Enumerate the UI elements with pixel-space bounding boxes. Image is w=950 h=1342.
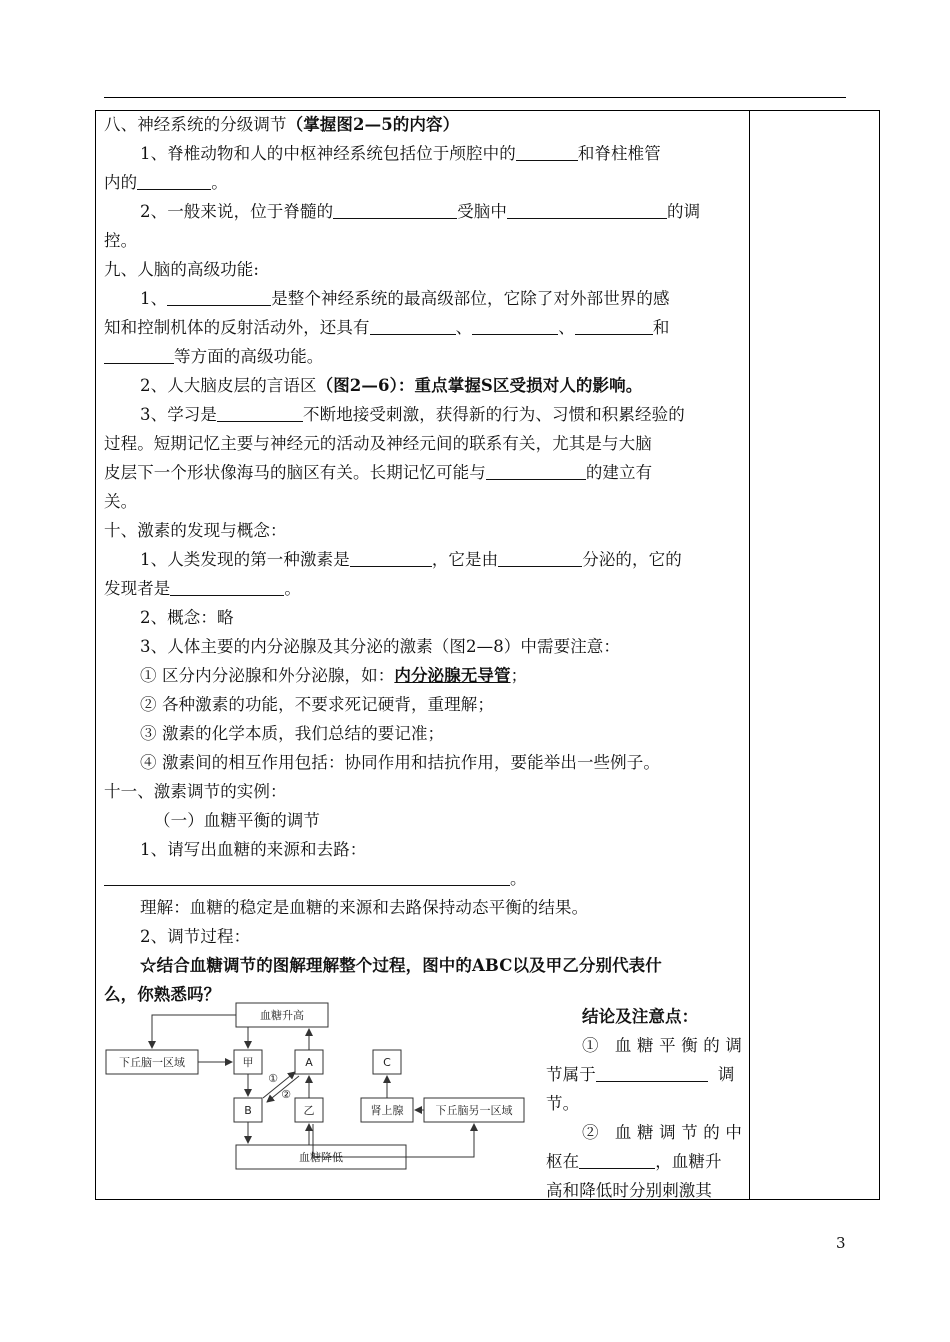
notes-title: 结论及注意点： — [582, 1007, 699, 1026]
sec9-para3-line4: 关。 — [104, 492, 138, 511]
text: 发现者是 — [104, 579, 171, 598]
sec10-item4: ④ 激素间的相互作用包括：协同作用和拮抗作用，要能举出一些例子。 — [140, 753, 660, 772]
fill-blank[interactable] — [596, 1063, 708, 1082]
fill-blank[interactable] — [167, 287, 271, 306]
sec11-star-line1: ☆结合血糖调节的图解理解整个过程，图中的ABC以及甲乙分别代表什 — [140, 956, 662, 975]
fill-blank[interactable] — [104, 345, 174, 364]
sec8-para1-line1 — [104, 139, 744, 168]
notes-line5 — [546, 1147, 742, 1176]
sec11-para3: 2、调节过程： — [140, 927, 251, 946]
underlined-text: 内分泌腺无导管 — [394, 666, 511, 685]
notes-line4: ② 血糖调节的中 — [582, 1123, 742, 1142]
header-rule — [104, 97, 846, 98]
fill-blank[interactable] — [370, 316, 456, 335]
sec10-item2: ② 各种激素的功能，不要求死记硬背，重理解； — [140, 695, 494, 714]
label-adrenal: 肾上腺 — [370, 1104, 404, 1117]
sec9-para1-line1 — [104, 284, 744, 313]
text: 和 — [652, 318, 670, 337]
sec8-para1-line2 — [104, 168, 744, 197]
fill-blank[interactable] — [104, 867, 510, 886]
label-b: B — [244, 1104, 252, 1117]
fill-blank[interactable] — [333, 200, 457, 219]
arrow-low-to-hypo2 — [406, 1124, 474, 1157]
fill-blank[interactable] — [217, 403, 303, 422]
label-hypothalamus-1: 下丘脑一区域 — [119, 1056, 185, 1069]
text: 控。 — [104, 231, 138, 250]
text: 调 — [717, 1065, 735, 1084]
sec11-para1: 1、请写出血糖的来源和去路： — [140, 840, 367, 859]
section-8-heading — [104, 110, 744, 139]
fill-blank[interactable] — [507, 200, 667, 219]
text: 2、人大脑皮层的言语区 — [140, 376, 317, 395]
label-mark-1: ① — [268, 1072, 278, 1085]
label-blood-sugar-low: 血糖降低 — [299, 1151, 343, 1164]
sec10-item3: ③ 激素的化学本质，我们总结的要记准； — [140, 724, 445, 743]
fill-blank[interactable] — [170, 577, 284, 596]
text: ，血糖升 — [655, 1152, 722, 1171]
text: 受脑中 — [457, 202, 508, 221]
text: 是整个神经系统的最高级部位，它除了对外部世界的感 — [271, 289, 670, 308]
label-a: A — [305, 1056, 313, 1069]
sec8-para2-line1 — [104, 197, 744, 226]
text: 3、学习是 — [140, 405, 217, 424]
label-mark-2: ② — [281, 1088, 291, 1101]
sec10-para1-line1 — [104, 545, 744, 574]
sec10-item1 — [104, 661, 744, 690]
sec11-star-line2: 么，你熟悉吗？ — [104, 985, 221, 1004]
sec9-para3-line2: 过程。短期记忆主要与神经元的活动及神经元间的联系有关，尤其是与大脑 — [104, 434, 652, 453]
heading-bold-text: （掌握图2—5的内容） — [286, 115, 460, 134]
sec8-para2-line2 — [104, 226, 744, 255]
sec10-para1-line2 — [104, 574, 744, 603]
sec9-para1-line3 — [104, 342, 744, 371]
fill-blank[interactable] — [472, 316, 558, 335]
text: 、 — [455, 318, 473, 337]
text: 。 — [510, 869, 527, 888]
text: 不断地接受刺激，获得新的行为、习惯和积累经验的 — [303, 405, 685, 424]
text: 内的 — [104, 173, 138, 192]
fill-blank[interactable] — [516, 142, 578, 161]
label-blood-sugar-high: 血糖升高 — [260, 1009, 304, 1022]
bold-text: （图2—6）：重点掌握S区受损对人的影响。 — [316, 376, 643, 395]
page-number: 3 — [836, 1234, 846, 1252]
text: 2、一般来说，位于脊髓的 — [140, 202, 334, 221]
label-yi: 乙 — [303, 1104, 315, 1117]
notes-line2 — [546, 1060, 742, 1089]
text: 分泌的，它的 — [582, 550, 682, 569]
blood-sugar-regulation-diagram — [103, 1002, 531, 1172]
label-c: C — [383, 1056, 391, 1069]
text: 1、脊椎动物和人的中枢神经系统包括位于颅腔中的 — [140, 144, 516, 163]
sec10-para3: 3、人体主要的内分泌腺及其分泌的激素（图2—8）中需要注意： — [140, 637, 620, 656]
sec9-para2 — [104, 371, 744, 400]
fill-blank[interactable] — [137, 171, 211, 190]
text: 、 — [558, 318, 575, 337]
heading-text: 八、神经系统的分级调节 — [104, 115, 287, 134]
text: 的建立有 — [585, 463, 653, 482]
section-11-heading: 十一、激素调节的实例： — [104, 782, 287, 801]
sec9-para3-line1 — [104, 400, 744, 429]
sec11-subheading: （一）血糖平衡的调节 — [154, 811, 320, 830]
fill-blank[interactable] — [575, 316, 653, 335]
text: ； — [510, 666, 528, 685]
arrow-high-to-hypo1 — [152, 1015, 236, 1048]
sec9-para1-line2 — [104, 313, 744, 342]
text: ，它是由 — [431, 550, 499, 569]
sec10-para2: 2、概念：略 — [140, 608, 234, 627]
main-content — [104, 110, 744, 1009]
notes-line1: ① 血糖平衡的调 — [582, 1036, 742, 1055]
text: 。 — [284, 579, 302, 598]
sec9-para3-line3 — [104, 458, 744, 487]
conclusion-notes — [546, 1002, 742, 1205]
text: 的调 — [667, 202, 701, 221]
sec11-para2: 理解：血糖的稳定是血糖的来源和去路保持动态平衡的结果。 — [140, 898, 589, 917]
fill-blank[interactable] — [579, 1150, 655, 1169]
text: 等方面的高级功能。 — [174, 347, 324, 366]
label-jia: 甲 — [242, 1056, 254, 1069]
fill-blank[interactable] — [486, 461, 586, 480]
text: 皮层下一个形状像海马的脑区有关。长期记忆可能与 — [104, 463, 486, 482]
text: 知和控制机体的反射活动外，还具有 — [104, 318, 370, 337]
table-column-divider — [749, 110, 750, 1200]
text: 1、 — [140, 289, 168, 308]
label-hypothalamus-2: 下丘脑另一区域 — [435, 1104, 513, 1117]
text: 枢在 — [546, 1152, 580, 1171]
text: 。 — [211, 173, 228, 192]
fill-blank[interactable] — [498, 548, 582, 567]
sec11-answer-line — [104, 864, 744, 893]
fill-blank[interactable] — [350, 548, 432, 567]
text: 和脊柱椎管 — [577, 144, 661, 163]
text: 1、人类发现的第一种激素是 — [140, 550, 350, 569]
notes-line3: 节。 — [546, 1094, 580, 1113]
section-10-heading: 十、激素的发现与概念： — [104, 521, 287, 540]
notes-line6: 高和降低时分别刺激其 — [546, 1181, 712, 1200]
text: ① 区分内分泌腺和外分泌腺，如： — [140, 666, 395, 685]
text: 节属于 — [546, 1065, 596, 1084]
section-9-heading: 九、人脑的高级功能: — [104, 260, 260, 279]
